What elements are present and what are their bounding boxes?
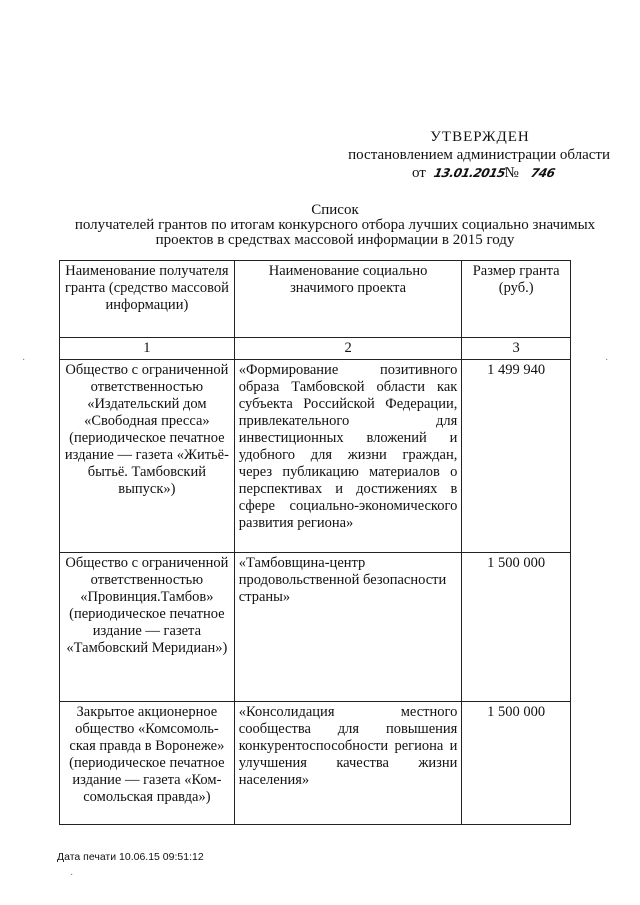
recipient-cell: Общество с ограниченной ответственностью «Провинция.Тамбов» (периодическое печатное издание — газета «Тамбовский Меридиан») xyxy=(60,553,235,702)
number-sign: № xyxy=(504,165,519,181)
handwritten-number: 746 xyxy=(529,166,556,180)
approved-label: УТВЕРЖДЕН xyxy=(430,129,530,145)
amount-cell: 1 499 940 xyxy=(462,360,571,553)
header-project: Наименование социально значимого проекта xyxy=(234,261,462,338)
project-cell: «Формирование позитивного образа Тамбовской области как субъекта Российской Федерации, привлекательного для инвестиционных вложений и удобного для жизни граждан, через публикацию материалов о перспективах и достижениях в сфере социально-экономического развития региона» xyxy=(234,360,462,553)
title-line-2: проектов в средствах массовой информации в 2015 году xyxy=(155,232,515,248)
handwritten-date: 13.01.2015 xyxy=(432,166,507,180)
margin-mark: · xyxy=(70,870,74,881)
table-row xyxy=(60,360,571,553)
project-cell: «Тамбовщина-центр продовольственной безопасности страны» xyxy=(234,553,462,702)
approval-by-line: постановлением администрации области xyxy=(348,147,610,163)
approval-stamp xyxy=(300,128,610,186)
document-title xyxy=(40,203,630,248)
header-amount: Размер гранта (руб.) xyxy=(462,261,571,338)
title-line-1: получателей грантов по итогам конкурсного отбора лучших социально значимых xyxy=(74,217,596,233)
margin-mark: · xyxy=(605,355,609,366)
amount-cell: 1 500 000 xyxy=(462,553,571,702)
table-row xyxy=(60,553,571,702)
column-number: 3 xyxy=(462,338,571,360)
amount-cell: 1 500 000 xyxy=(462,702,571,825)
approval-from-prefix: от xyxy=(412,165,426,181)
approval-date-line xyxy=(300,164,610,186)
column-number-row xyxy=(60,338,571,360)
recipient-cell: Общество с ограниченной ответственностью «Издательский дом «Свободная пресса» (периодическое печатное издание — газета «Житьё-бытьё. Тамбовский выпуск») xyxy=(60,360,235,553)
recipient-cell: Закрытое акционерное общество «Комсомоль-ская правда в Воронеже» (периодическое печатное издание — газета «Ком-сомольская правда») xyxy=(60,702,235,825)
project-cell: «Консолидация местного сообщества для повышения конкурентоспособности региона и улучшения качества жизни населения» xyxy=(234,702,462,825)
column-number: 1 xyxy=(60,338,235,360)
grants-table xyxy=(59,260,571,825)
print-date: Дата печати 10.06.15 09:51:12 xyxy=(57,851,204,863)
table-row xyxy=(60,702,571,825)
column-number: 2 xyxy=(234,338,462,360)
margin-mark: · xyxy=(22,355,26,366)
header-recipient: Наименование получателя гранта (средство массовой информации) xyxy=(60,261,235,338)
title-heading: Список xyxy=(311,202,359,218)
table-header-row xyxy=(60,261,571,338)
